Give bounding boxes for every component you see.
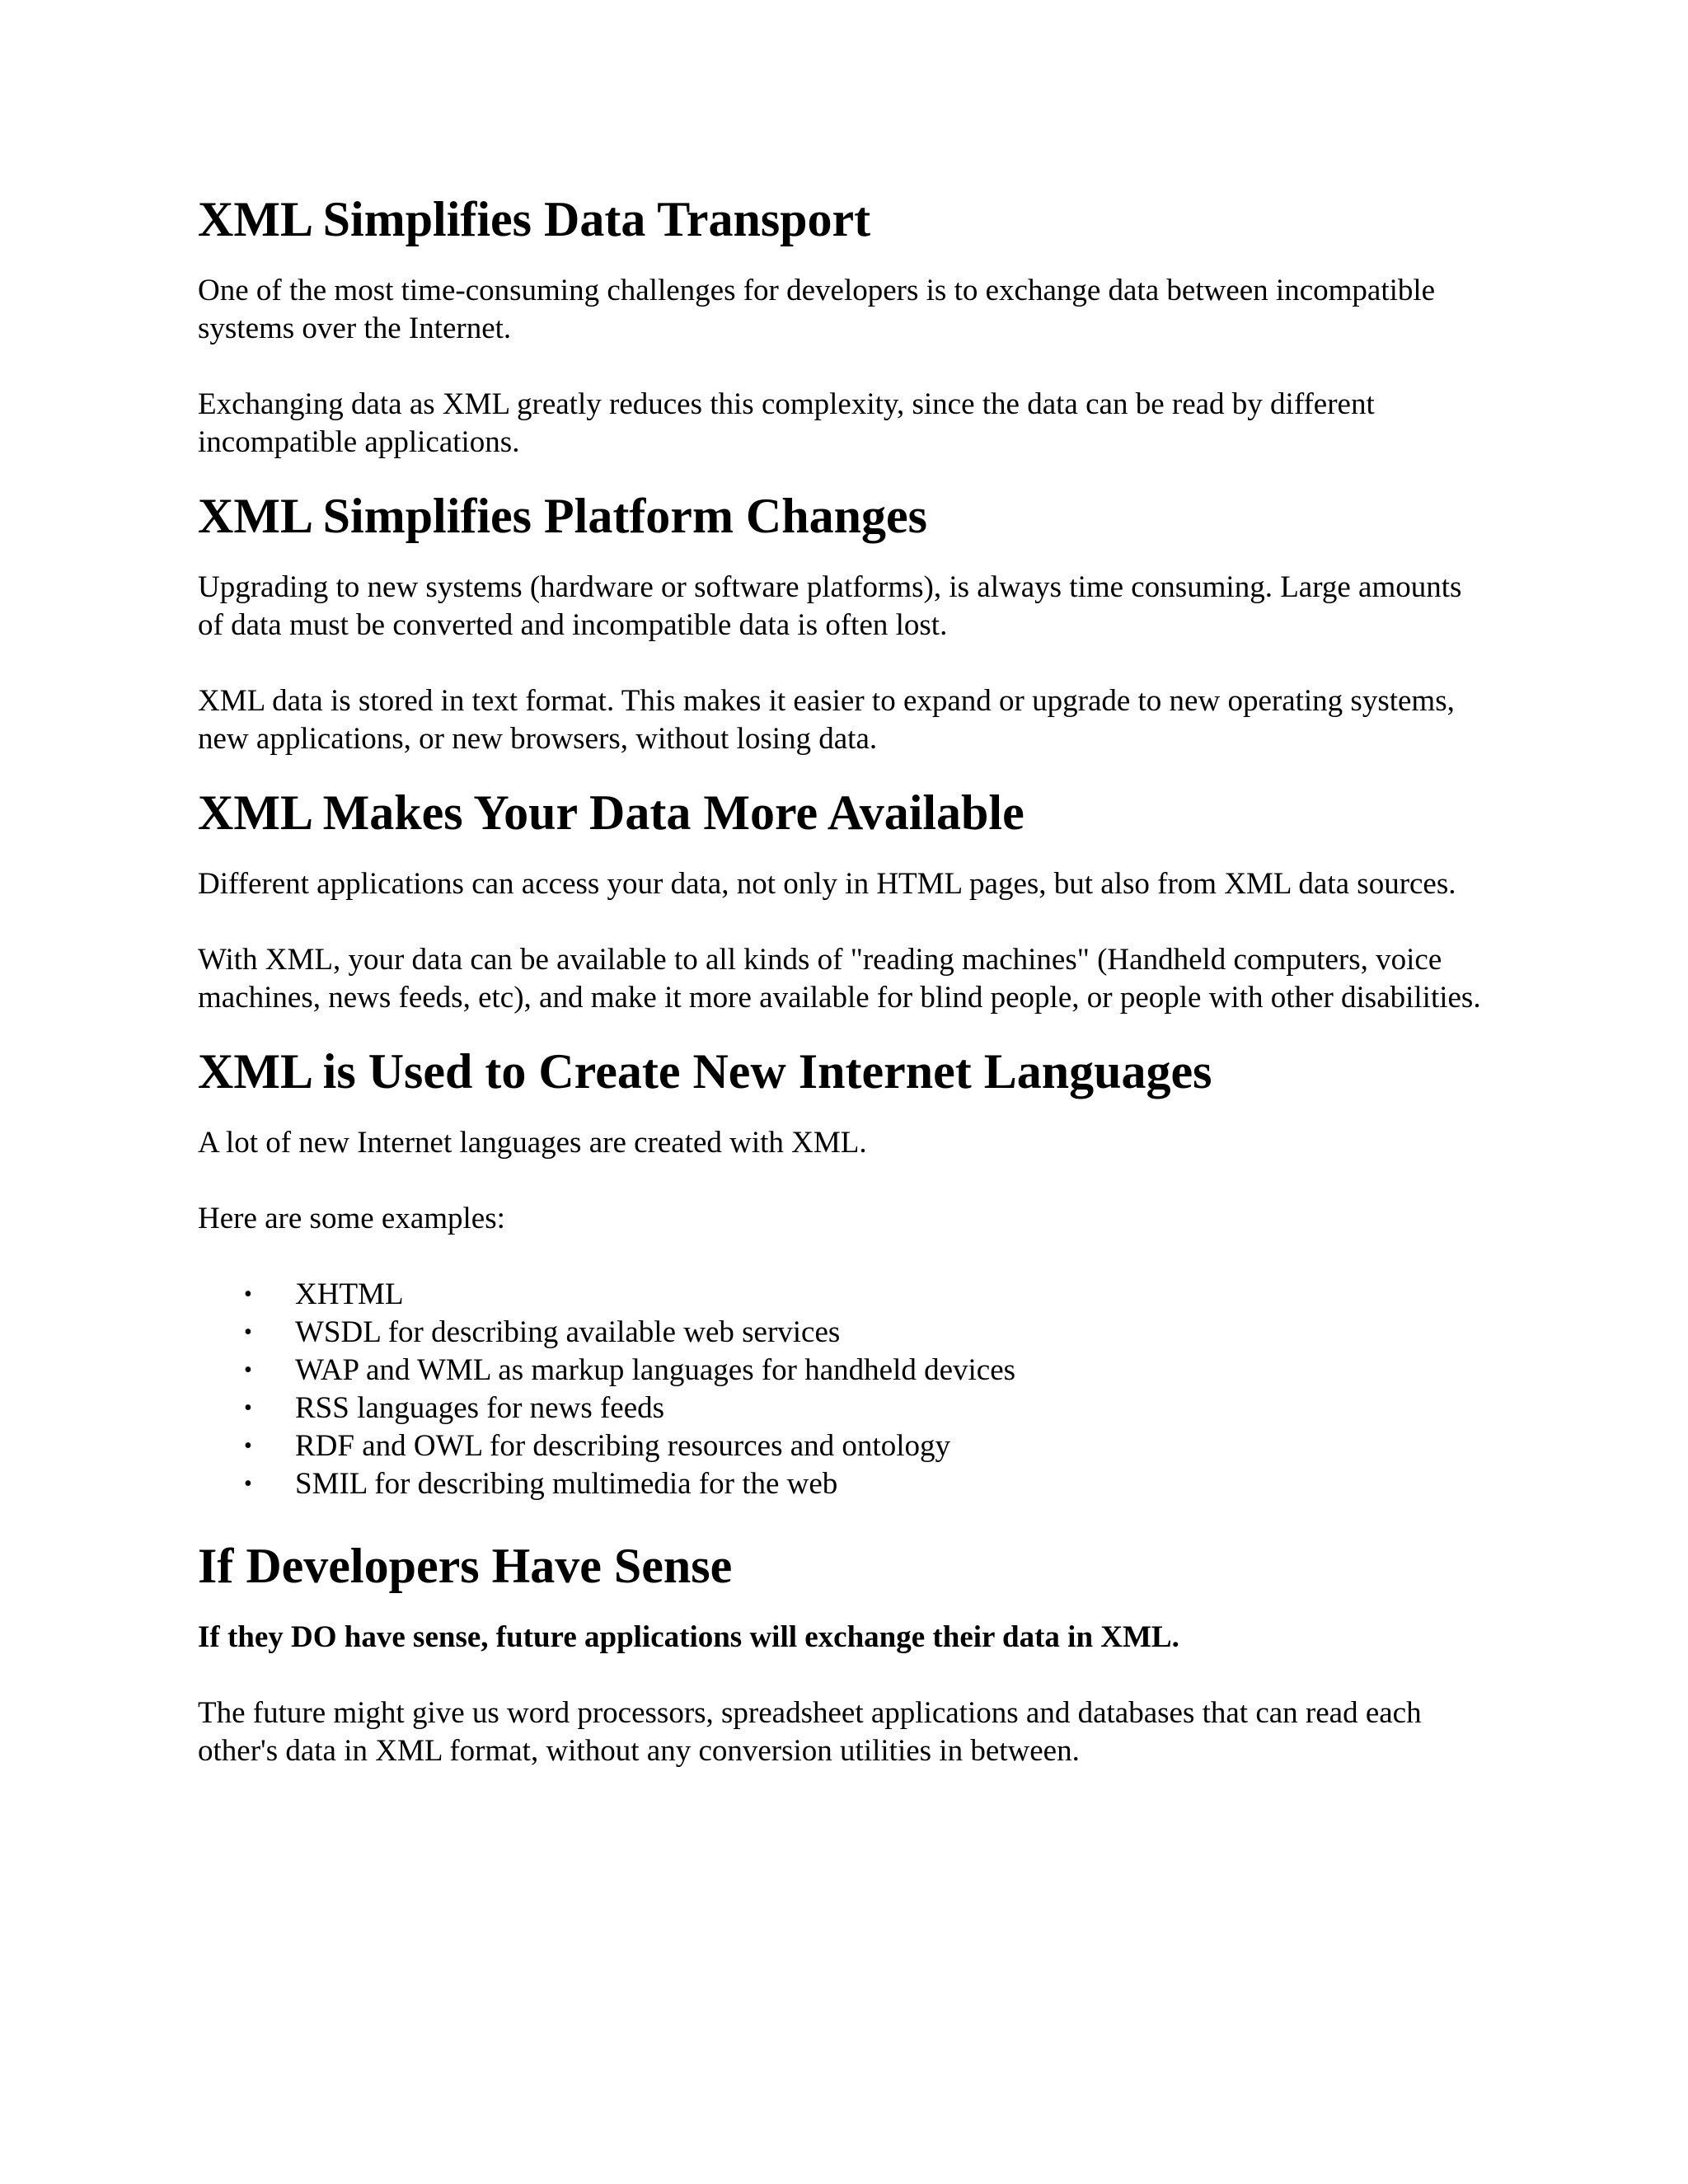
paragraph: XML data is stored in text format. This makes it easier to expand or upgrade to new operating systems, new applications, or new browsers, without losing data. <box>198 684 1455 756</box>
list-item-text: XHTML <box>295 1277 404 1311</box>
list-item <box>244 1465 1492 1503</box>
list-item-text: WSDL for describing available web services <box>295 1315 841 1349</box>
bullet-icon: • <box>244 1471 252 1497</box>
section-heading: XML is Used to Create New Internet Languages <box>198 1044 1212 1099</box>
list-item-text: SMIL for describing multimedia for the web <box>295 1467 838 1501</box>
document-page <box>198 190 1492 1808</box>
section-heading: XML Simplifies Data Transport <box>198 192 871 246</box>
list-item-text: WAP and WML as markup languages for handheld devices <box>295 1353 1016 1387</box>
paragraph: Upgrading to new systems (hardware or software platforms), is always time consuming. Large amounts of data must be converted and incompatible data is often lost. <box>198 570 1462 642</box>
list-item-text: RSS languages for news feeds <box>295 1391 665 1425</box>
section-developers-sense <box>198 1536 1492 1770</box>
list-item <box>244 1314 1492 1352</box>
paragraph: Here are some examples: <box>198 1202 505 1235</box>
paragraph: With XML, your data can be available to all kinds of "reading machines" (Handheld computers, voice machines, news feeds, etc), and make it more available for blind people, or people with other disabilities. <box>198 943 1481 1015</box>
list-item-text: RDF and OWL for describing resources and ontology <box>295 1429 950 1463</box>
section-platform-changes <box>198 486 1492 758</box>
list-item <box>244 1352 1492 1390</box>
section-heading: XML Simplifies Platform Changes <box>198 489 927 543</box>
list-item <box>244 1427 1492 1465</box>
bullet-icon: • <box>244 1395 252 1421</box>
paragraph: One of the most time-consuming challenges for developers is to exchange data between incompatible systems over the Internet. <box>198 274 1436 345</box>
bullet-icon: • <box>244 1433 252 1459</box>
bullet-icon: • <box>244 1319 252 1345</box>
examples-list <box>198 1276 1492 1503</box>
section-heading: XML Makes Your Data More Available <box>198 785 1025 840</box>
paragraph: The future might give us word processors, spreadsheet applications and databases that can read each other's data in XML format, without any conversion utilities in between. <box>198 1696 1422 1768</box>
paragraph: Different applications can access your data, not only in HTML pages, but also from XML data sources. <box>198 867 1456 901</box>
paragraph: Exchanging data as XML greatly reduces this complexity, since the data can be read by different incompatible applications. <box>198 387 1375 459</box>
bullet-icon: • <box>244 1282 252 1307</box>
list-item <box>244 1276 1492 1314</box>
list-item <box>244 1390 1492 1427</box>
section-data-transport <box>198 190 1492 462</box>
paragraph: A lot of new Internet languages are created with XML. <box>198 1126 867 1160</box>
section-data-available <box>198 783 1492 1017</box>
bullet-icon: • <box>244 1357 252 1383</box>
section-heading: If Developers Have Sense <box>198 1539 733 1593</box>
section-internet-languages <box>198 1042 1492 1503</box>
bold-statement: If they DO have sense, future applications will exchange their data in XML. <box>198 1620 1179 1654</box>
